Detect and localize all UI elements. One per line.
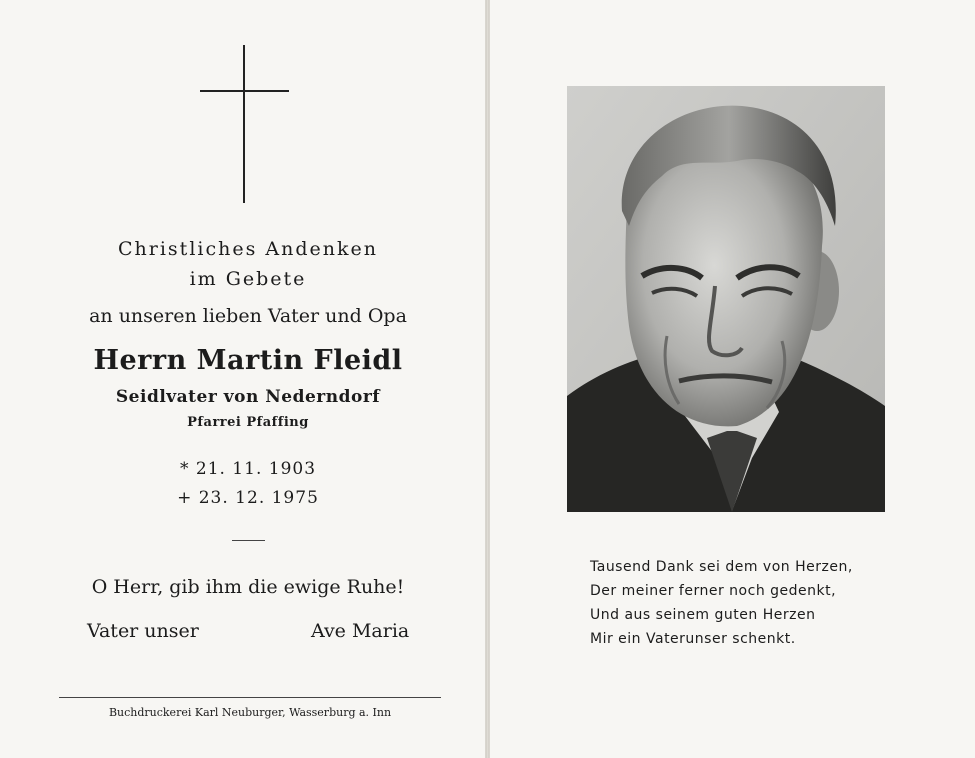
verse-line-4: Mir ein Vaterunser schenkt. — [590, 631, 796, 647]
verse-line-1: Tausend Dank sei dem von Herzen, — [590, 559, 853, 575]
deceased-title: Seidlvater von Nederndorf — [115, 387, 381, 407]
heading-line-1: Christliches Andenken — [118, 238, 378, 260]
verse-line-2: Der meiner ferner noch gedenkt, — [590, 583, 837, 599]
prayer-ave-maria: Ave Maria — [311, 620, 410, 642]
portrait-photo — [567, 86, 885, 512]
death-date: + 23. 12. 1975 — [177, 488, 319, 508]
verse-line-3: Und aus seinem guten Herzen — [590, 607, 816, 623]
birth-date: * 21. 11. 1903 — [179, 459, 317, 479]
parish-text: Pfarrei Pfaffing — [187, 415, 309, 430]
bottom-divider — [59, 697, 441, 698]
prayer-vater-unser: Vater unser — [87, 620, 199, 642]
cross-icon-bar — [200, 90, 289, 92]
prayer-line: O Herr, gib ihm die ewige Ruhe! — [91, 576, 405, 598]
deceased-name: Herrn Martin Fleidl — [93, 345, 403, 376]
heading-line-2: im Gebete — [189, 268, 307, 290]
left-card-panel — [0, 0, 486, 758]
cross-icon — [243, 45, 245, 203]
printer-credit: Buchdruckerei Karl Neuburger, Wasserburg a. Inn — [108, 706, 392, 719]
short-divider — [232, 540, 265, 541]
dedication-text: an unseren lieben Vater und Opa — [89, 305, 407, 327]
